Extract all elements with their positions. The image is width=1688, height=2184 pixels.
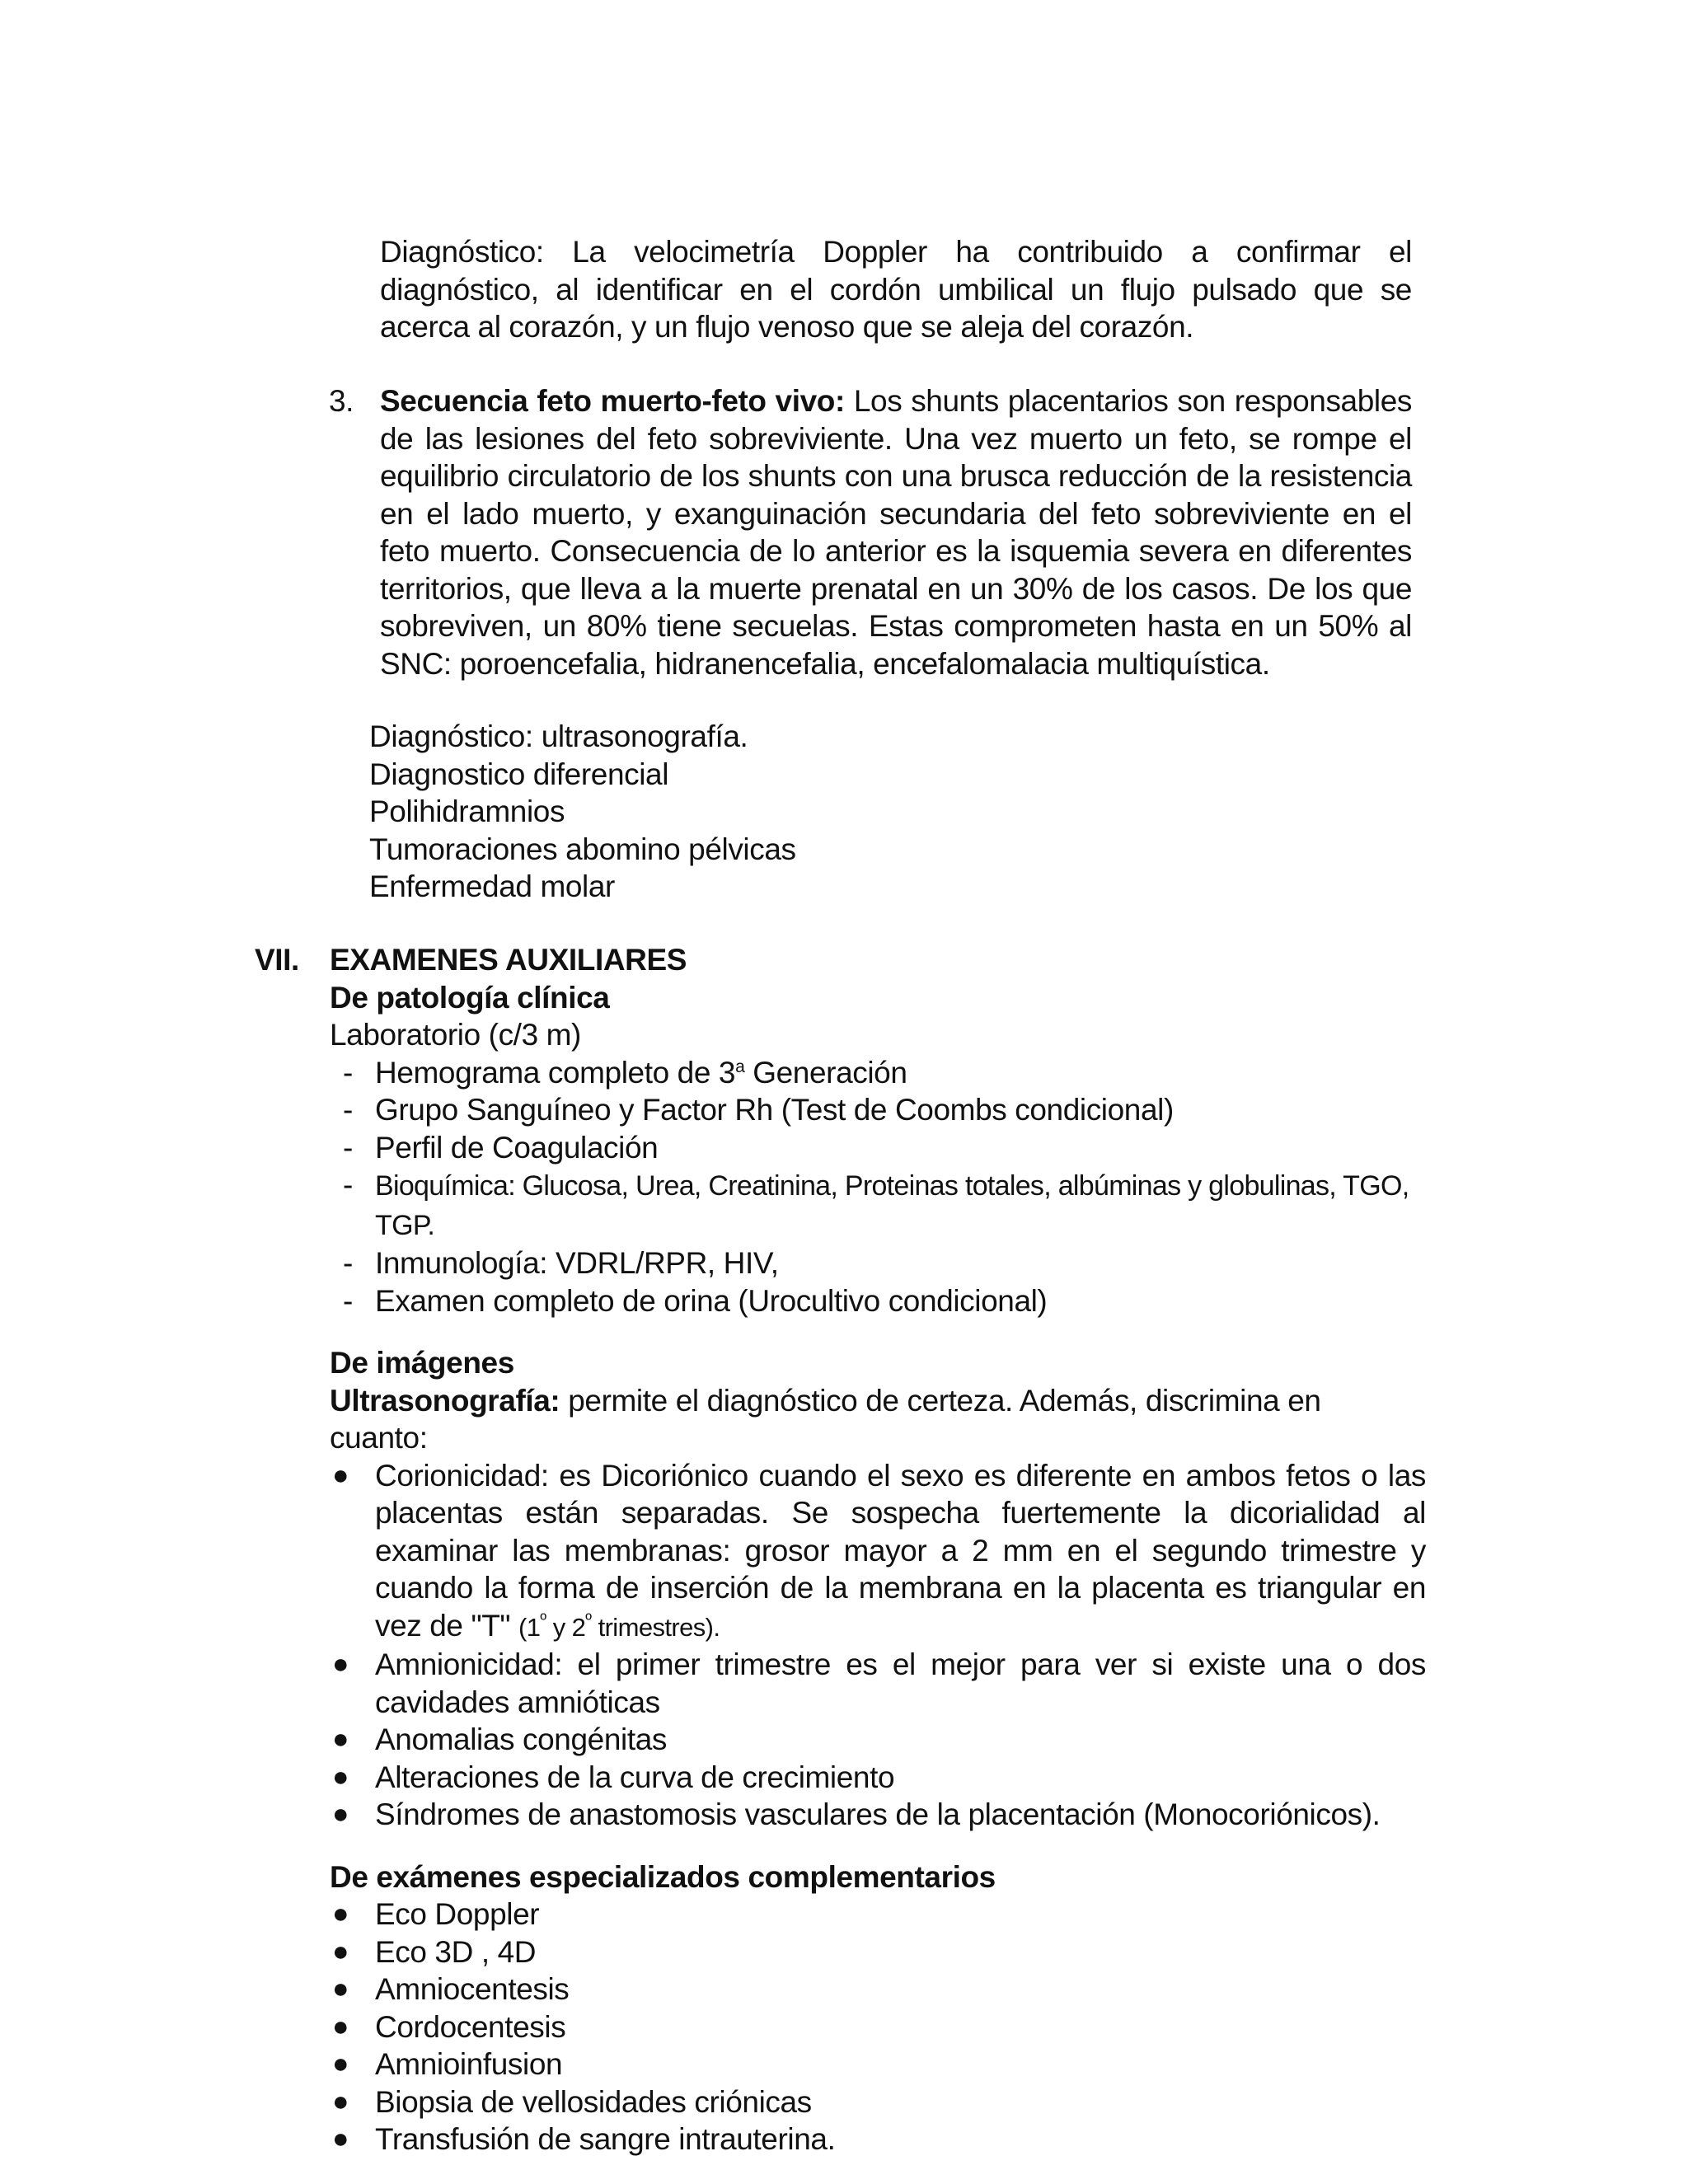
specialized-heading: De exámenes especializados complementarios	[330, 1859, 996, 1894]
list-item-text: Examen completo de orina (Urocultivo condicional)	[375, 1283, 1048, 1318]
list-item	[330, 1091, 1426, 1129]
superscript: º	[585, 1610, 592, 1629]
bullet-marker: ●	[332, 1973, 349, 2004]
laboratory-list	[330, 1054, 1426, 1320]
list-item-text: Síndromes de anastomosis vasculares de la placentación (Monocoriónicos).	[375, 1797, 1381, 1831]
list-item	[330, 1129, 1426, 1167]
bullet-marker: ●	[332, 2085, 349, 2117]
list-item-text: Grupo Sanguíneo y Factor Rh (Test de Coombs condicional)	[375, 1093, 1174, 1127]
diagnosis-line: Tumoraciones abomino pélvicas	[369, 832, 796, 866]
list-item-text: Inmunología: VDRL/RPR, HIV,	[375, 1246, 779, 1280]
list-item	[330, 1971, 1426, 2008]
imaging-heading: De imágenes	[330, 1346, 514, 1380]
imaging-list	[330, 1457, 1426, 1834]
pathology-heading: De patología clínica	[330, 980, 610, 1015]
diagnosis-paragraph: Diagnóstico: La velocimetría Doppler ha contribuido a confirmar el diagnóstico, al identificar en el cordón umbilical un flujo pulsado que se acerca al corazón, y un flujo venoso que se aleja del corazón.	[380, 235, 1412, 344]
list-item	[330, 1166, 1426, 1244]
diagnosis-line: Diagnostico diferencial	[369, 757, 669, 791]
list-item	[330, 1933, 1426, 1971]
list-item	[330, 1721, 1426, 1759]
list-item	[330, 1796, 1426, 1834]
item-3-title: Secuencia feto muerto-feto vivo:	[380, 384, 845, 418]
item-3-paragraph	[329, 382, 1413, 682]
list-item-text: Generación	[744, 1055, 907, 1090]
list-item	[330, 1244, 1426, 1282]
list-item-text: Corionicidad: es Dicoriónico cuando el sexo es diferente en ambos fetos o las placentas están separadas. Se sospecha fuertemente la dicorialidad al examinar las membranas: grosor mayor a 2 mm en el segundo trimestre y cuando la forma de inserción de la membrana en la placenta es triangular en vez de "T"	[375, 1458, 1426, 1643]
list-item-small-text: trimestres).	[591, 1612, 720, 1642]
list-item	[330, 1457, 1426, 1647]
list-item	[330, 1759, 1426, 1797]
list-item	[330, 2046, 1426, 2083]
diagnosis-list	[369, 718, 1193, 906]
dash-marker: -	[343, 1246, 353, 1280]
bullet-marker: ●	[332, 2048, 349, 2079]
list-item-text: Eco Doppler	[375, 1897, 540, 1931]
bullet-marker: ●	[332, 2123, 349, 2154]
bullet-marker: ●	[332, 2010, 349, 2042]
diagnosis-line: Diagnóstico: ultrasonografía.	[369, 719, 748, 753]
list-item-text: Alteraciones de la curva de crecimiento	[375, 1760, 895, 1794]
list-item-text: Cordocentesis	[375, 2009, 566, 2044]
list-item-small-text: (1	[518, 1612, 541, 1642]
section-vii-content	[330, 941, 1426, 2158]
list-item-text: Anomalias congénitas	[375, 1722, 667, 1756]
imaging-lead-bold: Ultrasonografía:	[330, 1383, 560, 1418]
bullet-marker: ●	[332, 1898, 349, 1929]
item-3-body: Los shunts placentarios son responsables de las lesiones del feto sobreviviente. Una vez muerto un feto, se rompe el equilibrio circulatorio de los shunts con una brusca reducción de la resistencia en el lado muerto, y exanguinación secundaria del feto sobreviviente en el feto muerto. Consecuencia de lo anterior es la isquemia severa en diferentes territorios, que lleva a la muerte prenatal en un 30% de los casos. De los que sobreviven, un 80% tiene secuelas. Estas comprometen hasta en un 50% al SNC: poroencefalia, hidranencefalia, encefalomalacia multiquística.	[380, 384, 1413, 681]
list-item-text: Amnioinfusion	[375, 2047, 563, 2081]
list-item-small-text: y 2	[546, 1612, 586, 1642]
dash-marker: -	[343, 1130, 353, 1165]
imaging-lead	[330, 1382, 1426, 1457]
bullet-marker: ●	[332, 1723, 349, 1755]
list-item	[330, 2083, 1426, 2121]
section-title: EXAMENES AUXILIARES	[330, 943, 687, 977]
superscript: a	[735, 1057, 745, 1076]
list-item-text: Hemograma completo de 3	[375, 1055, 736, 1090]
list-item-text: Eco 3D , 4D	[375, 1934, 537, 1969]
list-item-text: Amnionicidad: el primer trimestre es el mejor para ver si existe una o dos cavidades amnióticas	[375, 1647, 1426, 1719]
dash-marker: -	[343, 1283, 353, 1318]
list-item	[330, 1054, 1426, 1092]
bullet-marker: ●	[332, 1648, 349, 1680]
bullet-marker: ●	[332, 1935, 349, 1967]
list-item-text: Bioquímica: Glucosa, Urea, Creatinina, Proteinas totales, albúminas y globulinas, TGO, TGP.	[375, 1170, 1409, 1241]
dash-marker: -	[343, 1168, 353, 1202]
specialized-list	[330, 1896, 1426, 2158]
dash-marker: -	[343, 1055, 353, 1090]
diagnosis-line: Enfermedad molar	[369, 869, 615, 903]
list-item-text: Transfusión de sangre intrauterina.	[375, 2122, 836, 2156]
list-item	[330, 1282, 1426, 1320]
list-item	[330, 1646, 1426, 1721]
list-item-text: Perfil de Coagulación	[375, 1130, 659, 1165]
list-item	[330, 1896, 1426, 1933]
item-3-number: 3.	[329, 384, 354, 418]
diagnosis-line: Polihidramnios	[369, 794, 565, 828]
list-item	[330, 2008, 1426, 2046]
bullet-marker: ●	[332, 1760, 349, 1793]
bullet-marker: ●	[332, 1798, 349, 1830]
dash-marker: -	[343, 1093, 353, 1127]
list-item	[330, 2121, 1426, 2158]
bullet-marker: ●	[332, 1459, 349, 1491]
laboratory-subheading: Laboratorio (c/3 m)	[330, 1018, 581, 1052]
list-item-text: Amniocentesis	[375, 1972, 570, 2006]
imaging-lead-text: permite el diagnóstico de certeza. Además, discrimina en cuanto:	[330, 1383, 1321, 1455]
section-roman-numeral: VII.	[255, 943, 299, 977]
superscript: º	[540, 1610, 546, 1629]
list-item-text: Biopsia de vellosidades criónicas	[375, 2084, 812, 2119]
